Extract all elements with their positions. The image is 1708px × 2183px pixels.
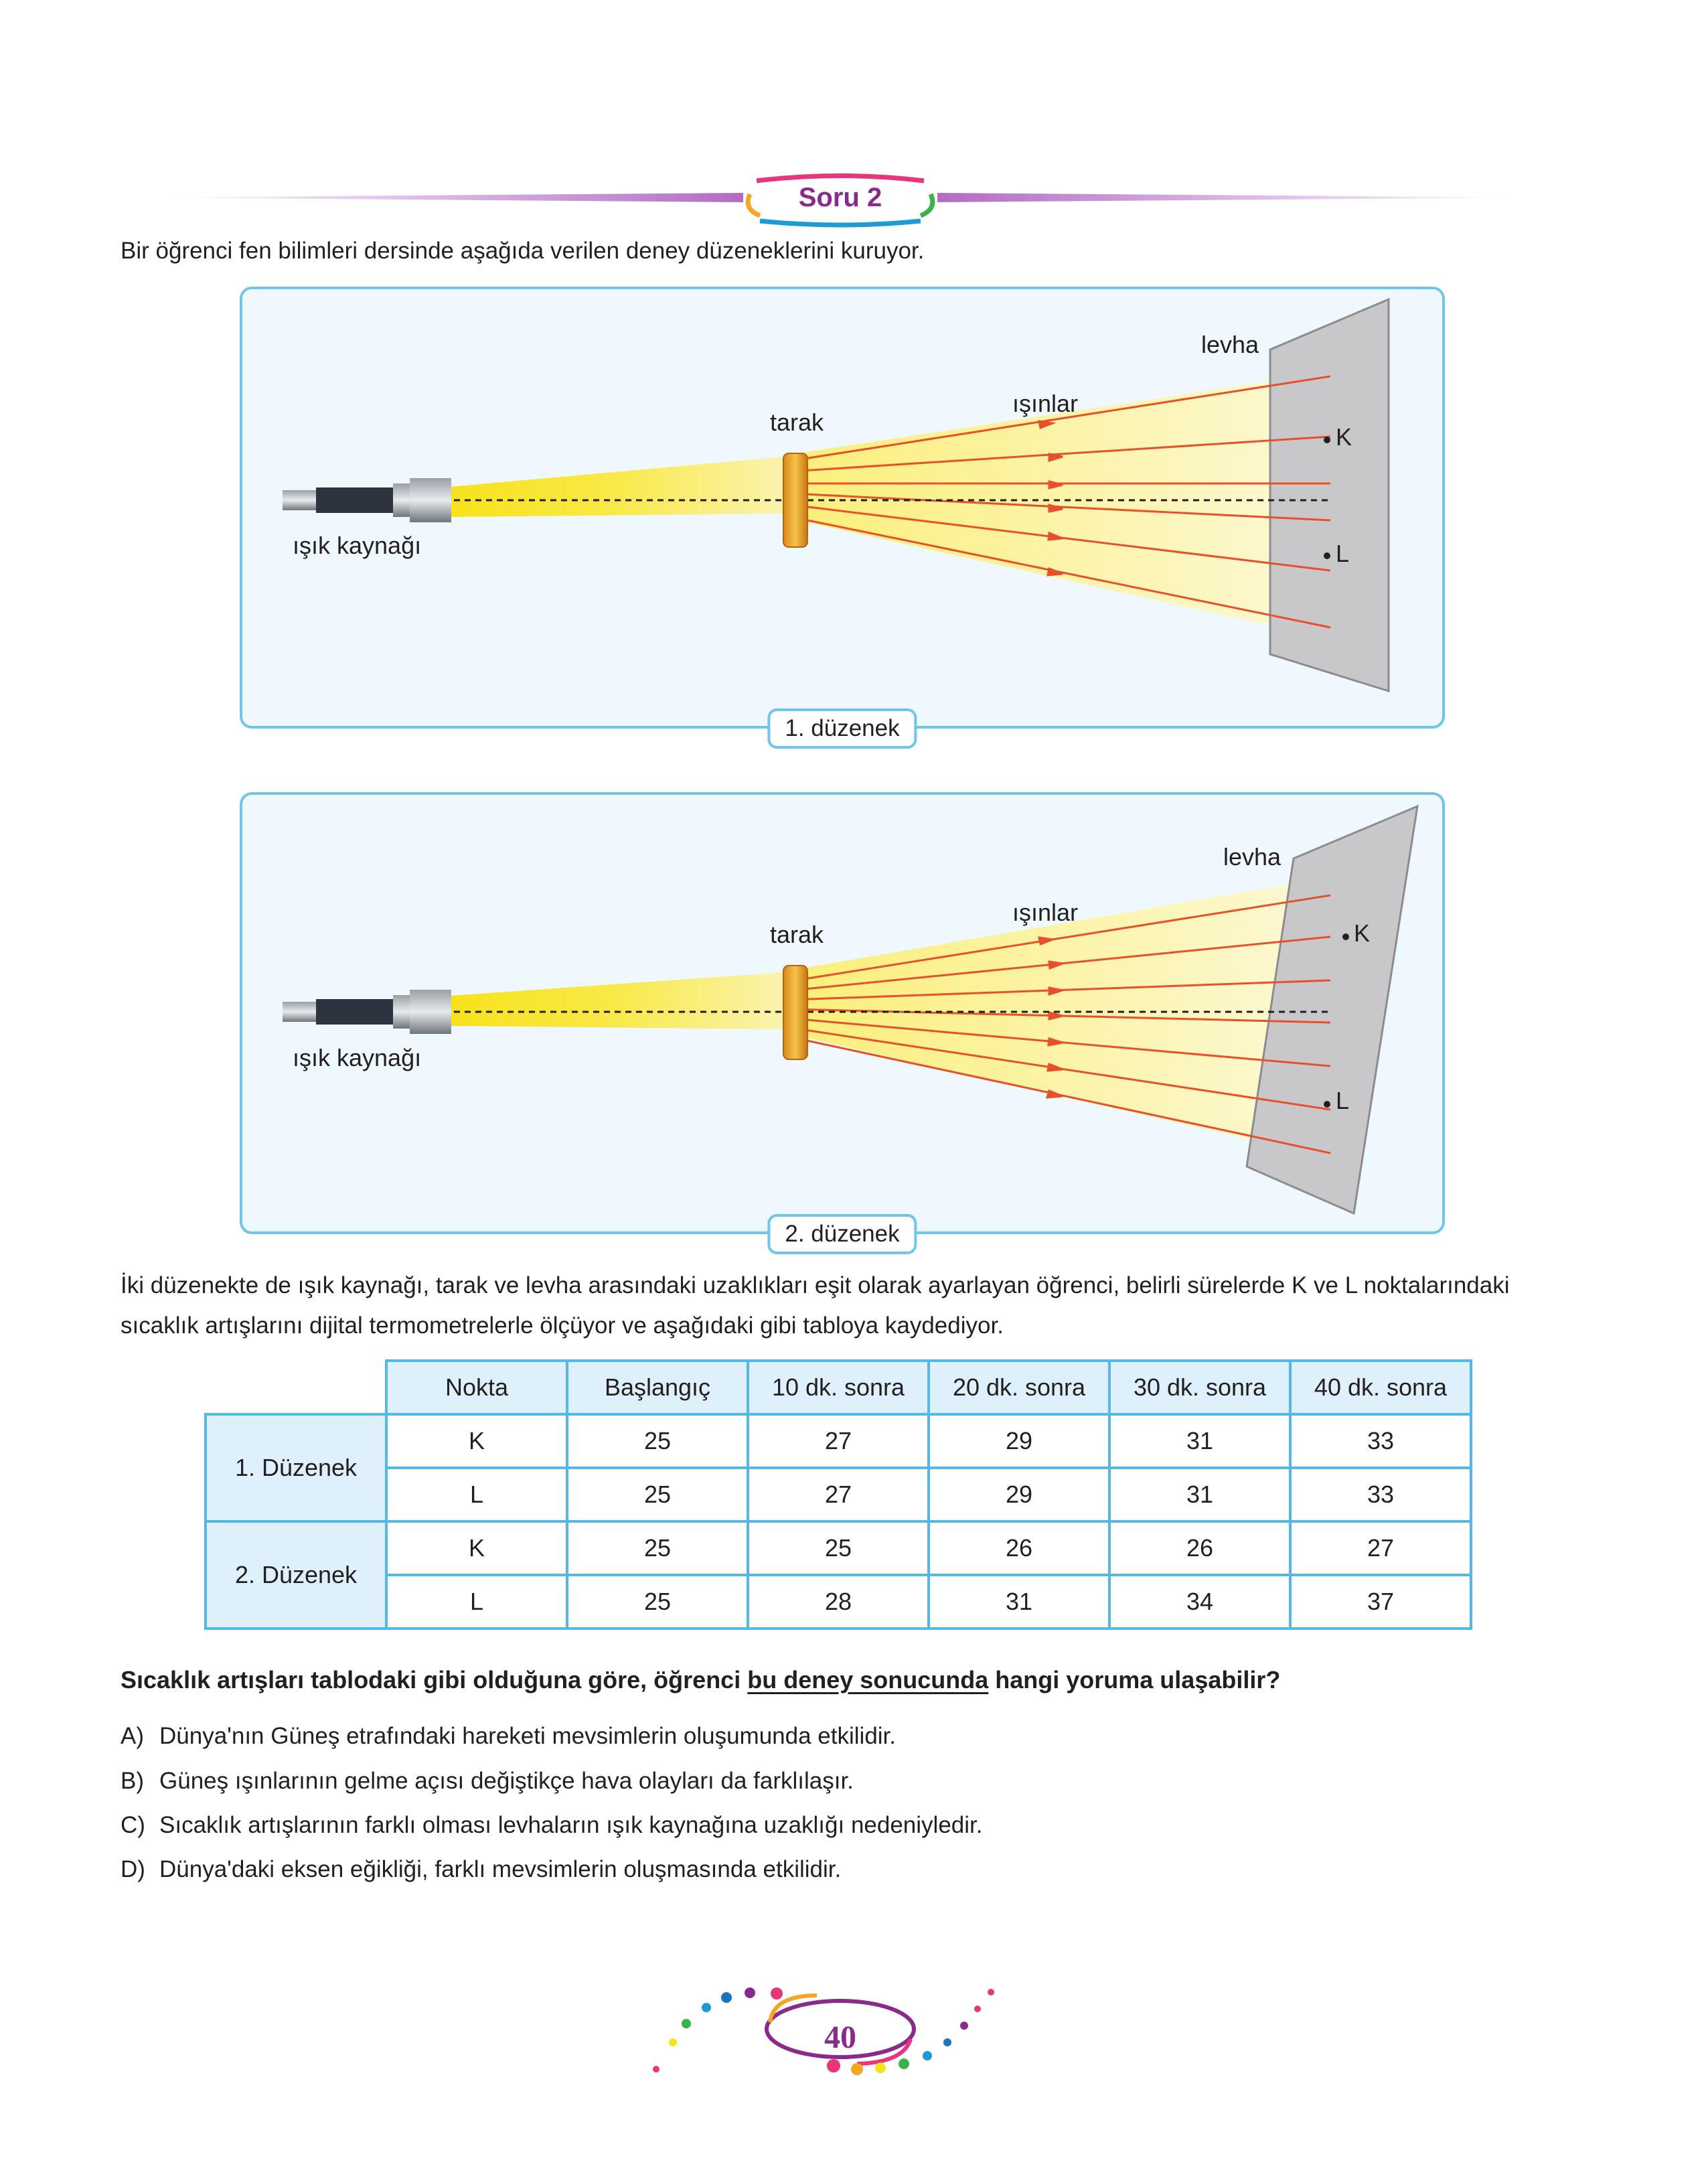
setup-1-caption: 1. düzenek [767, 708, 917, 749]
table-cell: 31 [1109, 1414, 1290, 1468]
option-c[interactable] [121, 1812, 982, 1839]
comb [783, 453, 807, 547]
question-suffix: hangi yoruma ulaşabilir? [988, 1666, 1281, 1693]
table-cell: 31 [1109, 1468, 1290, 1521]
table-cell: 25 [567, 1575, 748, 1629]
option-b[interactable] [121, 1768, 854, 1795]
question-prefix: Sıcaklık artışları tablodaki gibi olduğuna göre, öğrenci [121, 1666, 748, 1693]
plate-label: levha [1201, 331, 1259, 358]
table-row [206, 1575, 1471, 1629]
table-cell: 33 [1290, 1468, 1471, 1521]
option-text: Dünya'nın Güneş etrafındaki hareketi mevsimlerin oluşumunda etkilidir. [159, 1723, 897, 1749]
setup-1-panel [240, 287, 1445, 741]
table-cell: 37 [1290, 1575, 1471, 1629]
description-text: İki düzenekte de ışık kaynağı, tarak ve levha arasındaki uzaklıkları eşit olarak ayarlayan öğrenci, belirli sürelerde K ve L noktalarındaki sıcaklık artışlarını dijital termometrelerle ölçüyor ve aşağıdaki gibi tabloya kaydediyor. [121, 1272, 1510, 1339]
light-beam [450, 457, 785, 517]
option-a[interactable] [121, 1723, 896, 1750]
plate-label: levha [1223, 843, 1282, 871]
option-d[interactable] [121, 1856, 841, 1883]
flashlight [283, 990, 451, 1034]
table-header-cell: Nokta [386, 1361, 567, 1414]
comb-label: tarak [770, 921, 824, 948]
comb-label: tarak [770, 408, 824, 436]
setup-1-diagram [242, 289, 1442, 726]
source-label: ışık kaynağı [293, 532, 422, 559]
point-l-label: L [1336, 540, 1350, 567]
intro-text: Bir öğrenci fen bilimleri dersinde aşağıda verilen deney düzeneklerini kuruyor. [121, 238, 925, 264]
source-label: ışık kaynağı [293, 1044, 422, 1071]
table-cell: 28 [748, 1575, 929, 1629]
table-cell: 25 [567, 1521, 748, 1575]
table-header-cell: Başlangıç [567, 1361, 748, 1414]
option-text: Dünya'daki eksen eğikliği, farklı mevsimlerin oluşmasında etkilidir. [159, 1856, 842, 1882]
comb [783, 966, 807, 1059]
table-cell: 25 [567, 1468, 748, 1521]
option-text: Sıcaklık artışlarının farklı olması levhaların ışık kaynağına uzaklığı nedeniyledir. [159, 1812, 983, 1838]
table-cell: 29 [929, 1414, 1109, 1468]
rays-label: ışınlar [1012, 899, 1079, 926]
question-underlined: bu deney sonucunda [747, 1666, 989, 1693]
table-header-cell: 40 dk. sonra [1290, 1361, 1471, 1414]
point-k-dot [1342, 933, 1349, 940]
question-title: Soru 2 [798, 183, 882, 212]
plate [1270, 299, 1389, 691]
table-cell: 26 [929, 1521, 1109, 1575]
option-letter: A) [121, 1723, 144, 1749]
point-l-label: L [1336, 1087, 1350, 1114]
table-cell: K [386, 1521, 567, 1575]
table-header-row [206, 1361, 1471, 1414]
table-header-cell: 10 dk. sonra [748, 1361, 929, 1414]
table-cell: L [386, 1575, 567, 1629]
point-k-dot [1324, 437, 1330, 443]
table-cell: 27 [1290, 1521, 1471, 1575]
table-corner [206, 1361, 386, 1414]
group-label: 2. Düzenek [206, 1521, 386, 1629]
table-row [206, 1414, 1471, 1468]
table-header-cell: 30 dk. sonra [1109, 1361, 1290, 1414]
flashlight [283, 478, 451, 522]
table-cell: 26 [1109, 1521, 1290, 1575]
setup-2-caption: 2. düzenek [767, 1214, 917, 1254]
table-header-cell: 20 dk. sonra [929, 1361, 1109, 1414]
table-cell: 34 [1109, 1575, 1290, 1629]
table-cell: 29 [929, 1468, 1109, 1521]
option-letter: B) [121, 1768, 144, 1794]
option-text: Güneş ışınlarının gelme açısı değiştikçe hava olayları da farklılaşır. [159, 1768, 854, 1794]
table-cell: 27 [748, 1414, 929, 1468]
table-row [206, 1521, 1471, 1575]
light-beam [450, 972, 785, 1029]
table-cell: 31 [929, 1575, 1109, 1629]
point-l-dot [1324, 1101, 1330, 1108]
table-cell: L [386, 1468, 567, 1521]
point-k-label: K [1336, 423, 1352, 451]
group-label: 1. Düzenek [206, 1414, 386, 1521]
table-cell: 33 [1290, 1414, 1471, 1468]
point-k-label: K [1354, 919, 1371, 947]
question-text [121, 1666, 1280, 1694]
rays-label: ışınlar [1012, 390, 1079, 417]
option-letter: C) [121, 1812, 145, 1838]
page-number: 40 [824, 2020, 856, 2055]
table-row [206, 1468, 1471, 1521]
setup-2-panel [240, 792, 1445, 1247]
temperature-table [204, 1359, 1472, 1630]
table-cell: K [386, 1414, 567, 1468]
option-letter: D) [121, 1856, 145, 1882]
table-cell: 25 [748, 1521, 929, 1575]
point-l-dot [1324, 552, 1330, 559]
table-cell: 25 [567, 1414, 748, 1468]
table-cell: 27 [748, 1468, 929, 1521]
